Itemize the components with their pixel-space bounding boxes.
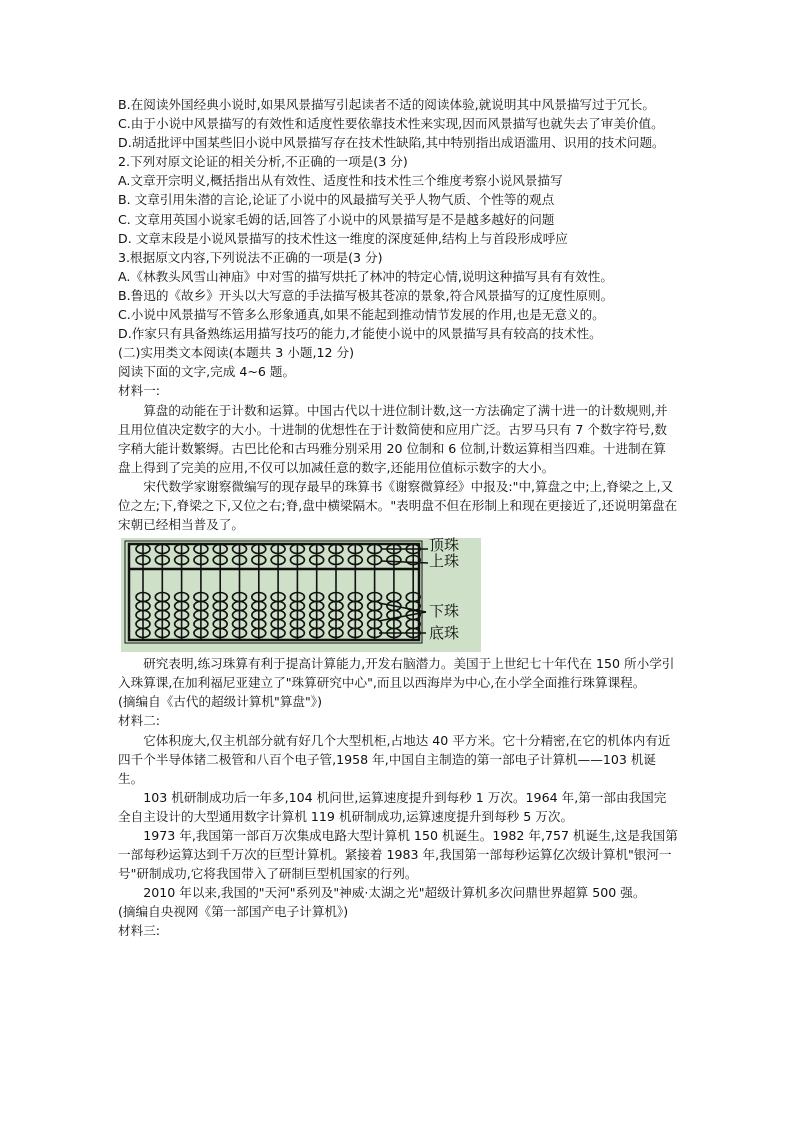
material2-para2: 103 机研制成功后一年多,104 机问世,运算速度提升到每秒 1 万次。1964 年,第一部由我国完全自主设计的大型通用数字计算机 119 机研制成功,运算速度提升到每秒 5 万次。 [118, 789, 667, 824]
material2-para1: 它体积庞大,仅主机部分就有好几个大型机柜,占地达 40 平方米。它十分精密,在它的机体内有近四千个半导体锗二极管和八百个电子管,1958 年,中国自主制造的第一部电子计算机——103 机诞生。 [118, 732, 671, 786]
material2-label: 材料二: [118, 713, 161, 729]
material1-source: (摘编自《古代的超级计算机"算盘"》) [118, 694, 323, 710]
abacus-figure [121, 538, 481, 652]
material2-source: (摘编自央视网《第一部国产电子计算机》) [118, 904, 349, 920]
q3-option-d: D.作家只有具备熟练运用描写技巧的能力,才能使小说中的风景描写具有较高的技术性。 [118, 326, 602, 342]
material2-para3: 1973 年,我国第一部百万次集成电路大型计算机 150 机诞生。1982 年,757 机诞生,这是我国第一部每秒运算达到千万次的巨型计算机。紧接着 1983 年,我国第一部每秒运算亿次级计算机"银河一号"研制成功,它将我国带入了研制巨型机国家的行列。 [118, 828, 678, 882]
label-lower-bead: 下珠 [429, 602, 460, 621]
section2-instruction: 阅读下面的文字,完成 4~6 题。 [118, 364, 296, 380]
label-top-bead: 顶珠 [429, 536, 460, 555]
q3-option-c: C.小说中风景描写不管多么形象通真,如果不能起到推动情节发展的作用,也是无意义的。 [118, 307, 605, 323]
q1-option-b: B.在阅读外国经典小说时,如果风景描写引起读者不适的阅读体验,就说明其中风景描写过于冗长。 [118, 97, 655, 112]
q1-option-c: C.由于小说中风景描写的有效性和适度性要依靠技术性来实现,因而风景描写也就失去了审美价值。 [118, 116, 664, 132]
q2-option-d: D. 文章末段是小说风景描写的技术性这一维度的深度延伸,结构上与首段形成呼应 [118, 230, 568, 246]
material2-para4: 2010 年以来,我国的"天河"系列及"神威·太湖之光"超级计算机多次问鼎世界超算 500 强。 [143, 885, 646, 901]
label-bottom-bead: 底珠 [429, 624, 460, 643]
q1-option-d: D.胡适批评中国某些旧小说中风景描写存在技术性缺陷,其中特别指出成语滥用、识用的技术问题。 [118, 135, 665, 151]
q2-option-a: A.文章开宗明义,概括指出从有效性、适度性和技术性三个维度考察小说风景描写 [118, 173, 563, 189]
label-upper-bead: 上珠 [429, 552, 460, 571]
section2-heading: (二)实用类文本阅读(本题共 3 小题,12 分) [118, 345, 355, 361]
material1-label: 材料一: [118, 383, 161, 399]
material1-para2: 宋代数学家谢察微编写的现存最早的珠算书《谢察微算经》中报及:"中,算盘之中;上,脊梁之上,又位之左;下,脊梁之下,又位之右;脊,盘中横梁隔木。"表明盘不但在形制上和现在更接近了,还说明第盘在宋朝已经相当普及了。 [118, 478, 678, 533]
material1-para3: 研究表明,练习珠算有利于提高计算能力,开发右脑潜力。美国于上世纪七十年代在 150 所小学引入珠算课,在加利福尼亚建立了"珠算研究中心",而且以西海岸为中心,在小学全面推行珠算课程。 [118, 656, 675, 691]
material1-para1: 算盘的动能在于计数和运算。中国古代以十进位制计数,这一方法确定了满十进一的计数规则,并且用位值决定数字的大小。十进制的优想性在于计数简使和应用广泛。古罗马只有 7 个数字符号,数字稍大能计数繁缛。古巴比伦和古玛雅分别采用 20 位制和 6 位制,计数运算相当四难。十进制在算盘上得到了完美的应用,不仅可以加减任意的数字,还能用位值标示数字的大小。 [118, 402, 668, 475]
document-body [118, 95, 678, 941]
q3-stem: 3.根据原文内容,下列说法不正确的一项是(3 分) [118, 249, 383, 265]
q2-option-c: C. 文章用英国小说家毛姆的话,回答了小说中的风景描写是不是越多越好的问题 [118, 211, 555, 227]
q3-option-b: B.鲁迅的《故乡》开头以大写意的手法描写极其苍凉的景象,符合风景描写的辽度性原则。 [118, 287, 614, 303]
q2-option-b: B. 文章引用朱潜的言论,论证了小说中的风最描写关乎人物气质、个性等的观点 [118, 192, 555, 208]
material3-label: 材料三: [118, 923, 161, 939]
q2-stem: 2.下列对原文论证的相关分析,不正确的一项是(3 分) [118, 154, 408, 170]
q3-option-a: A.《林教头风雪山神庙》中对雪的描写烘托了林冲的特定心情,说明这种描写具有有效性。 [118, 268, 613, 284]
abacus-diagram [121, 538, 481, 652]
